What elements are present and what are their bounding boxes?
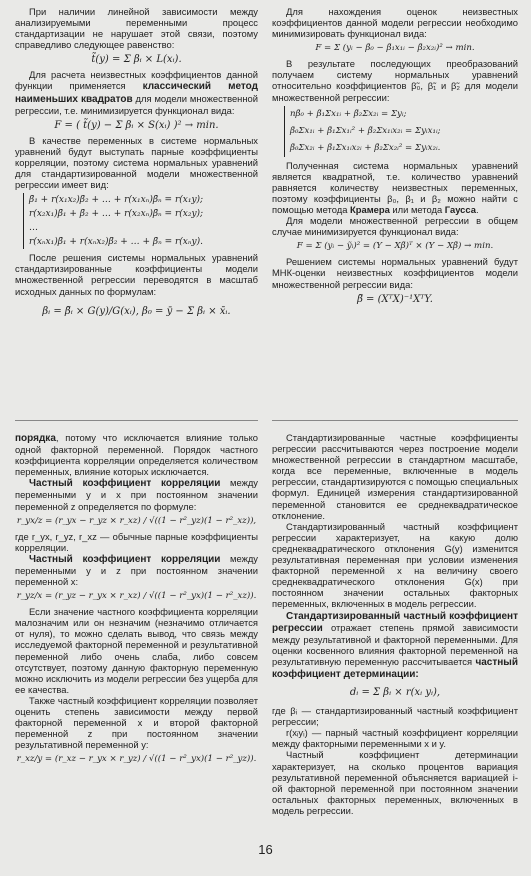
equation: β̃₁ + r(x₁x₂)β̃₂ + … + r(x₁xₙ)β̃ₙ = r(x₁y); [29, 195, 204, 206]
paragraph: Полученная система нормальных уравнений является квадратной, т.е. количество уравнений равняется количеству неизвестных переменных, поэтому коэффициенты β₀, β₁ и β₂ можно найти с помощью метода Крамера или метода Гаусса. [272, 159, 518, 216]
divider [272, 420, 518, 421]
paragraph: Стандартизированные частные коэффициенты регрессии рассчитываются через построение модели множественной регрессии в стандартном масштабе, когда все переменные, включенные в модель регрессии, стандартизируются с помощью специальных формул. Единицей измерения стандартизированной переменной становится ее среднеквадратическое отклонение. [272, 432, 518, 521]
formula: t̃(y) = Σ βᵢ × L(xᵢ). [91, 54, 182, 66]
paragraph: Решением системы нормальных уравнений будут МНК-оценки неизвестных коэффициентов модели множественной регрессии вида: [272, 256, 518, 290]
formula: dᵢ = Σ βᵢ × r(xᵢ yᵢ), [349, 687, 441, 699]
paragraph: Частный коэффициент корреляции между переменными y и z при постоянном значении переменной x: [15, 552, 258, 588]
paragraph: Стандартизированный частный коэффициент регрессии отражает степень прямой зависимости между результативной и факторной переменными. Для оценки косвенного влияния факторной переменной на результативную переменную рассчитывается частный коэффициент детерминации: [272, 610, 519, 680]
paragraph: Для расчета неизвестных коэффициентов данной функции применяется классический метод наименьших квадратов для модели множественной регрессии, т.е. минимизируется функционал вида: [15, 69, 258, 116]
left-column-lower [15, 432, 258, 769]
right-column [272, 6, 518, 309]
paragraph: Частный коэффициент корреляции между переменными y и x при постоянном значении переменной z определяется по формуле: [15, 477, 258, 512]
equation-system [23, 193, 258, 249]
paragraph: порядка, потому что исключается влияние только одной факторной переменной. Порядок частного коэффициента корреляции определяется количеством переменных, влияние которых исключается. [15, 432, 258, 478]
equation: β̃₀Σx₁ᵢ + β̃₁Σx₁ᵢ² + β̃₂Σx₁ᵢx₂ᵢ = Σyᵢx₁ᵢ; [290, 125, 441, 136]
paragraph: Частный коэффициент детерминации характеризует, на сколько процентов вариация результативной переменной объясняется вариацией i-ой факторной переменной при постоянном значении остальных факторных переменных, включенных в модель регрессии. [272, 749, 518, 816]
paragraph: В результате последующих преобразований получаем систему нормальных уравнений относительно коэффициентов β̃₀, β̃₁ и β̃₂ для модели множественной регрессии: [272, 58, 518, 103]
formula: βᵢ = β̃ᵢ × G(y)/G(xᵢ), β₀ = ȳ − Σ βᵢ × x̄ᵢ. [42, 305, 231, 317]
formula: r_yz/x = (r_yz − r_yx × r_xz) / √((1 − r²_yx)(1 − r²_xz)). [16, 591, 257, 602]
formula: β̃ = (XᵀX)⁻¹XᵀY. [357, 293, 433, 305]
bold-term: классический метод наименьших квадратов [15, 81, 258, 105]
paragraph: Стандартизированный частный коэффициент регрессии характеризует, на какую долю среднеквадратического отклонения G(y) изменится результативная переменная при условии изменения факторной переменной x на величину своего среднеквадратического отклонения G(x) при постоянном значении остальных факторных переменных, включенных в модель регрессии. [272, 520, 518, 610]
equation: r(x₂x₁)β̃₁ + β̃₂ + … + r(x₂xₙ)β̃ₙ = r(x₂y); [29, 209, 204, 220]
paragraph: Для нахождения оценок неизвестных коэффициентов данной модели регрессии необходимо минимизировать функционал вида: [272, 6, 518, 40]
formula: r_yx/z = (r_yx − r_yz × r_xz) / √((1 − r²_yz)(1 − r²_xz)), [16, 515, 257, 526]
paragraph: где r_yx, r_yz, r_xz — обычные парные коэффициенты корреляции. [15, 530, 258, 553]
equation: … [29, 223, 38, 234]
equation: β̃₀Σx₂ᵢ + β̃₁Σx₁ᵢx₂ᵢ + β̃₂Σx₂ᵢ² = Σyᵢx₂ᵢ. [290, 142, 441, 153]
divider [15, 420, 258, 421]
equation: r(xₙx₁)β̃₁ + r(xₙx₂)β̃₂ + … + β̃ₙ = r(xₙy). [29, 237, 203, 248]
equation-system [284, 106, 518, 157]
page-number: 16 [258, 842, 273, 857]
paragraph: После решения системы нормальных уравнений стандартизированные коэффициенты модели множественной регрессии переводятся в масштаб исходных данных по формулам: [15, 252, 258, 297]
paragraph: r(xᵢyᵢ) — парный частный коэффициент корреляции между факторными переменными x и y. [272, 727, 518, 750]
paragraph: Для модели множественной регрессии в общем случае минимизируется функционал вида: [272, 215, 518, 238]
left-column [15, 6, 258, 330]
paragraph: где βᵢ — стандартизированный частный коэффициент регрессии; [272, 705, 518, 728]
paragraph: Если значение частного коэффициента корреляции малозначим или он незначим (незначимо отличается от нуля), то можно сделать вывод, что связь между исследуемой факторной переменной и результативной переменной либо очень слаба, либо совсем отсутствует, поэтому данную факторную переменную можно исключить из модели регрессии без ущерба для ее качества. [15, 606, 258, 695]
formula: F = ( t̃(y) − Σ βᵢ × S(xᵢ) )² → min. [54, 119, 219, 131]
paragraph: При наличии линейной зависимости между анализируемыми переменными процесс стандартизации не нарушает этой связи, поэтому справедливо следующее равенство: [15, 6, 258, 51]
equation: nβ̃₀ + β̃₁Σx₁ᵢ + β̃₂Σx₂ᵢ = Σyᵢ; [290, 108, 407, 119]
paragraph: В качестве переменных в системе нормальных уравнений будут выступать парные коэффициенты корреляции, поэтому система нормальных уравнений для стандартизированной модели множественной регрессии имеет вид: [15, 134, 258, 191]
formula: F = Σ (yᵢ − ỹᵢ)² = (Y − Xβ̃)ᵀ × (Y − Xβ̃) → min. [296, 241, 494, 252]
formula: F = Σ (yᵢ − β̃₀ − β̃₁x₁ᵢ − β̃₂x₂ᵢ)² → min. [315, 43, 475, 54]
right-column-lower [272, 432, 518, 816]
formula: r_xz/y = (r_xz − r_yx × r_yz) / √((1 − r²_yx)(1 − r²_yz)). [16, 754, 257, 765]
paragraph: Также частный коэффициент корреляции позволяет оценить степень зависимости между первой факторной переменной x и второй факторной переменной z при постоянном значении результативной переменной y: [15, 694, 258, 751]
